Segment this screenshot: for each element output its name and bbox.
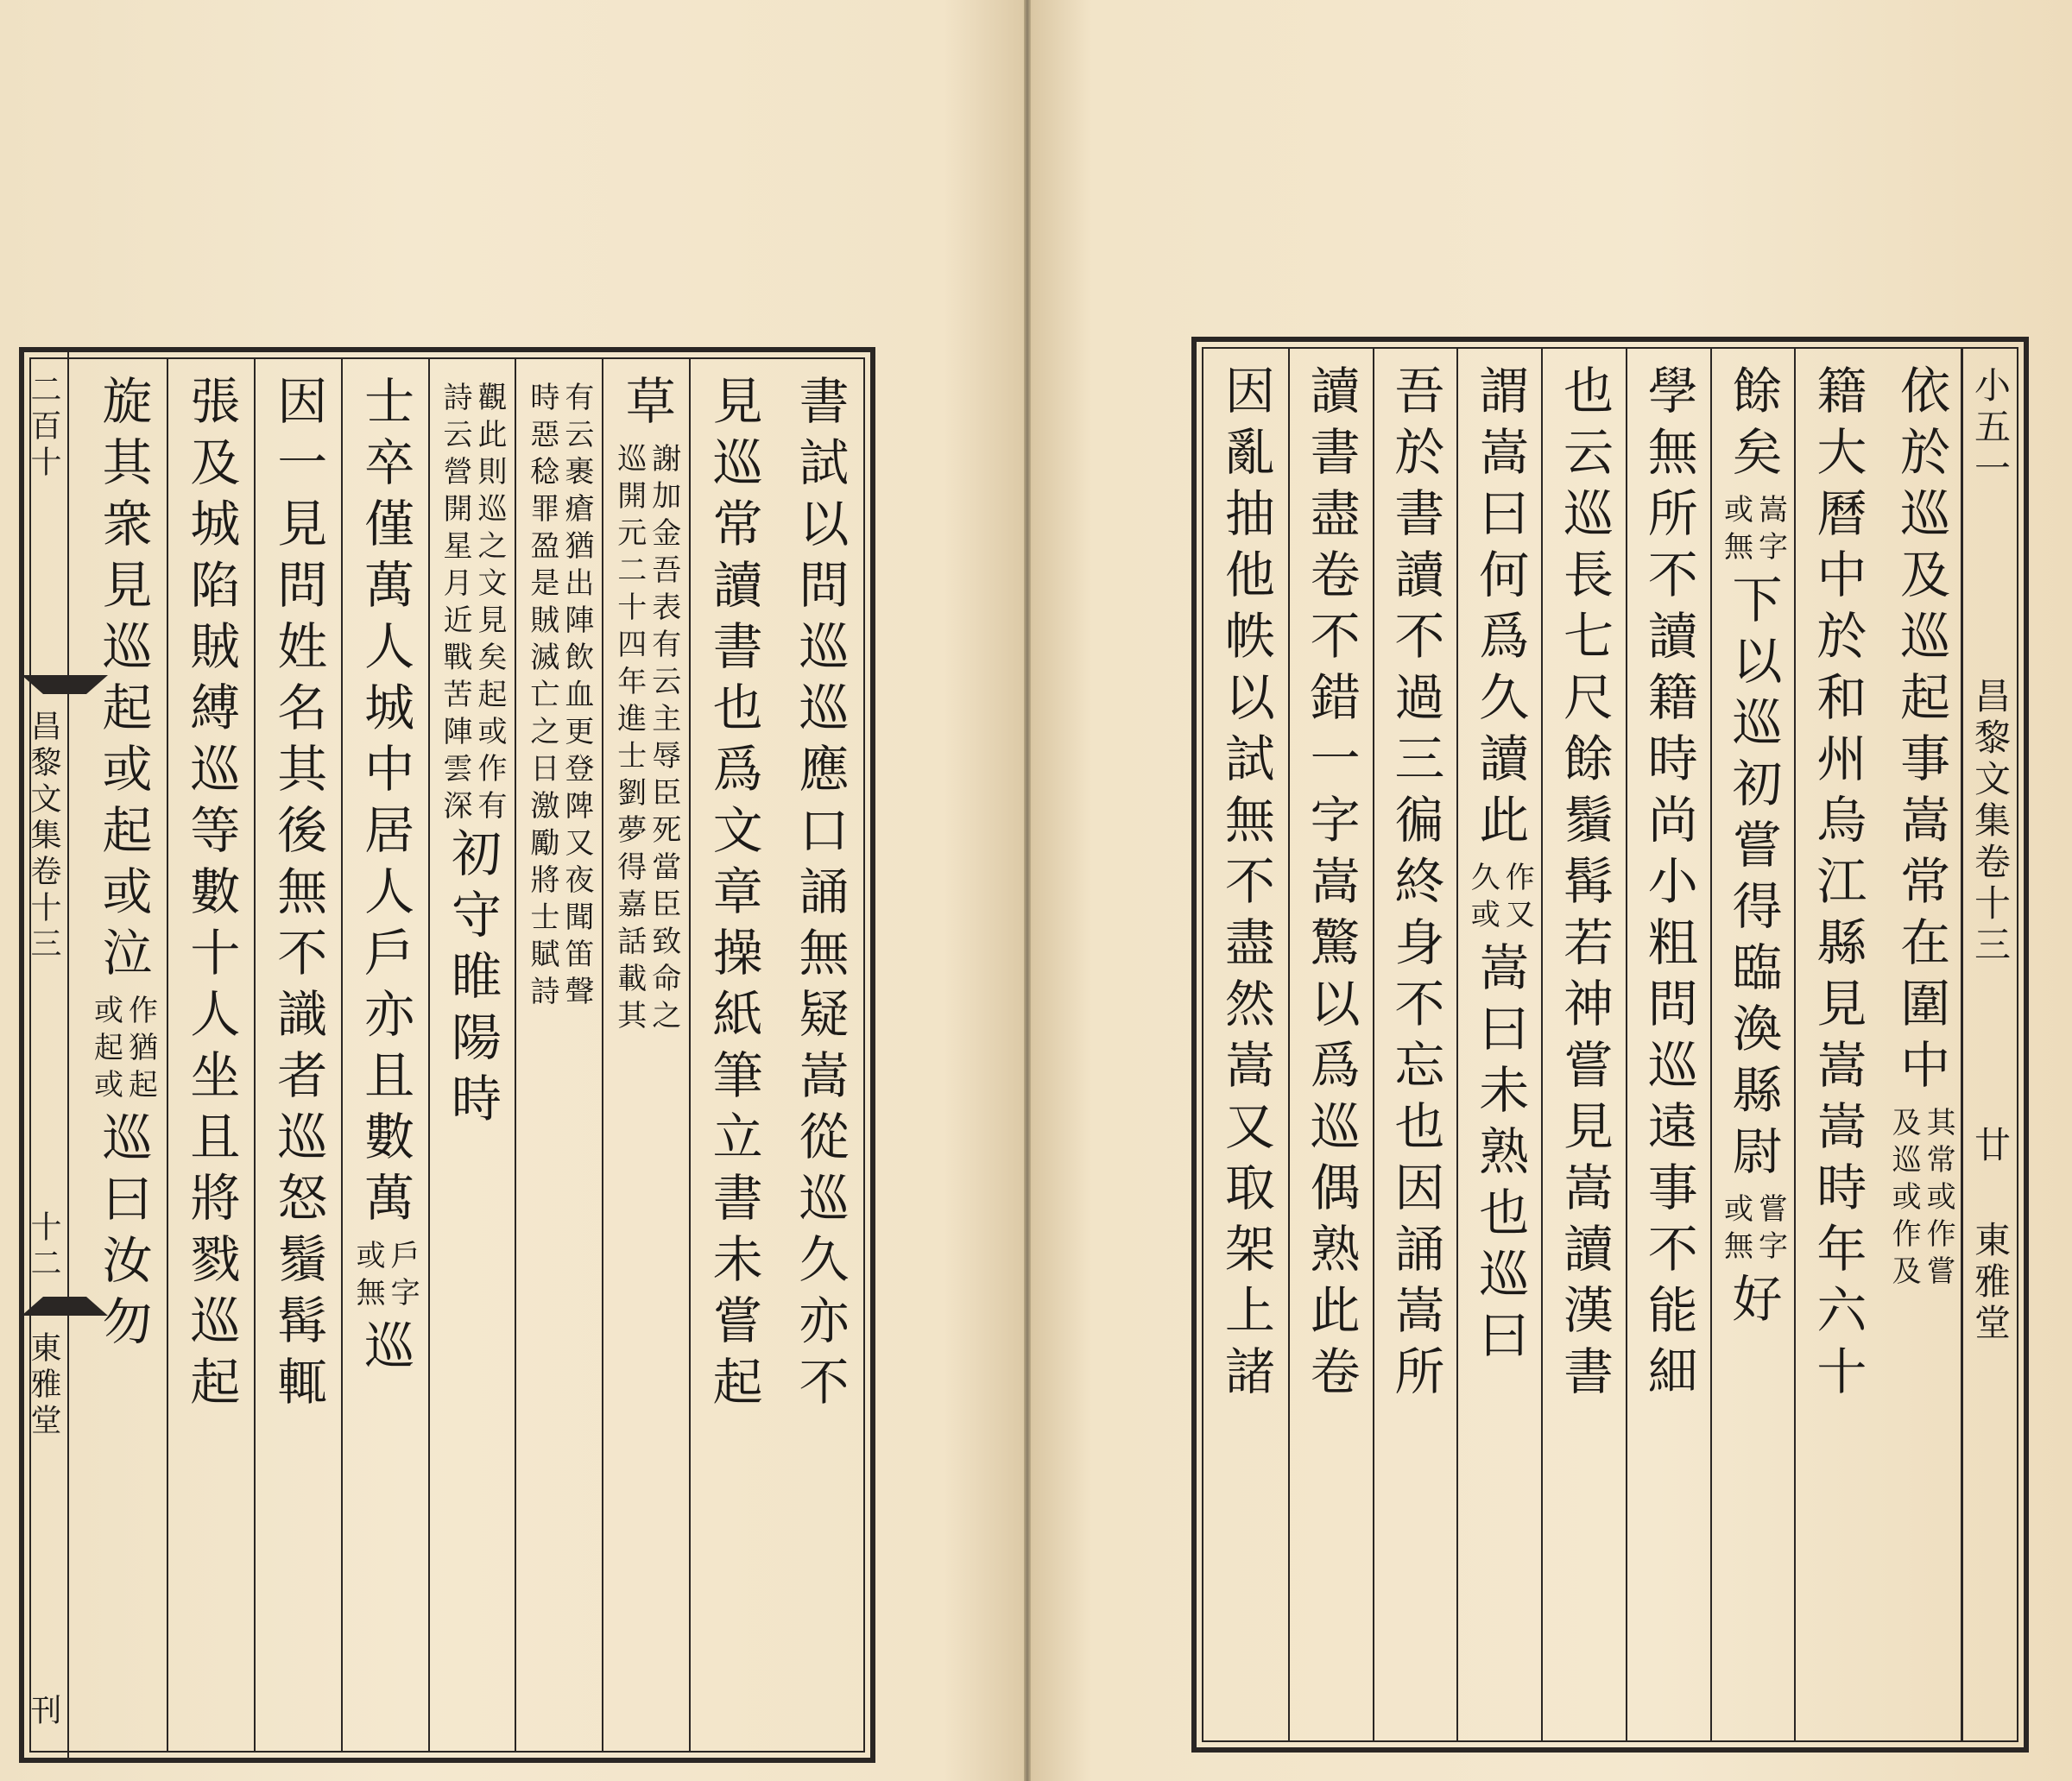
annotation-line: 戶字 [385,1240,420,1314]
left-page-column [776,359,863,1751]
annotation-line: 謝加金吾表有云主辱臣死當臣致命之 [646,443,681,1037]
annotation-block [1465,862,1535,936]
main-text: 張及城陷賊縛巡等數十人坐且將戮巡起 [181,375,241,1417]
left-page-column [167,359,254,1751]
main-text: 巡 [356,1319,415,1380]
left-text-frame [19,347,875,1763]
right-page-column [1626,349,1710,1740]
right-fold-leaf: 廿 [1969,1126,2012,1167]
right-page-column [1879,349,1963,1740]
right-page-column [1288,349,1373,1740]
left-page-column [254,359,341,1751]
left-page-column [341,359,428,1751]
main-text: 也云巡長七尺餘鬚髯若神嘗見嵩讀漢書 [1554,364,1614,1406]
annotation-block [611,443,681,1037]
annotation-line: 或無 [1718,1193,1753,1267]
annotation-line: 及巡或作及 [1886,1107,1922,1292]
right-page-column [1541,349,1626,1740]
annotation-block [437,382,507,827]
right-fold-book-title: 昌黎文集卷十三 [1969,677,2012,967]
main-text: 因亂抽他帙以試無不盡然嵩又取架上諸 [1216,364,1275,1406]
main-text: 士卒僅萬人城中居人戶亦且數萬 [356,375,415,1233]
annotation-line: 有云裹瘡猶出陣飲血更登陴又夜聞笛聲 [559,382,594,1013]
annotation-line: 時惡稔罪盈是賊滅亡之日激勵將士賦詩 [524,382,559,1013]
annotation-block [1718,494,1788,568]
annotation-line: 嵩字 [1753,494,1788,568]
main-text: 草 [616,375,676,436]
main-text: 讀書盡卷不錯一字嵩驚以爲巡偶熟此卷 [1301,364,1361,1406]
main-text: 謂嵩曰何爲久讀此 [1470,364,1530,855]
left-fold-tail: 刊 [26,1694,61,1730]
left-fold-book-title: 昌黎文集卷十三 [26,710,61,963]
annotation-line: 詩云營開星月近戰苦陣雲深 [437,382,472,827]
left-page-column [428,359,515,1751]
main-text: 因一見問姓名其後無不識者巡怒鬚髯輒 [268,375,328,1417]
right-fold-page-number: 小五一 [1969,366,2012,490]
main-text: 下以巡初嘗得臨渙縣尉 [1723,573,1783,1186]
main-text: 吾於書讀不過三徧終身不忘也因誦嵩所 [1386,364,1445,1406]
annotation-block [88,995,158,1106]
left-page-column [602,359,689,1751]
main-text: 餘矣 [1723,364,1783,487]
right-page-column [1203,349,1288,1740]
main-text: 學無所不讀籍時尚小粗問巡遠事不能細 [1639,364,1698,1406]
main-text: 好 [1723,1273,1783,1334]
main-text: 籍大曆中於和州烏江縣見嵩嵩時年六十 [1808,364,1867,1406]
left-text-frame-inner [26,357,865,1753]
right-fold-strip [1961,349,2017,1740]
left-fold-publisher: 東雅堂 [26,1331,61,1440]
left-fold-leaf: 十二 [26,1210,61,1283]
main-text: 依於巡及巡起事嵩常在圍中 [1892,364,1951,1100]
annotation-line: 巡開元二十四年進士劉夢得嘉話載其 [611,443,647,1037]
annotation-line: 或無 [1718,494,1753,568]
annotation-line: 作又 [1500,862,1535,936]
annotation-line: 觀此則巡之文見矣起或作有 [471,382,507,827]
right-text-frame [1191,337,2029,1753]
annotation-block [1886,1107,1956,1292]
right-page-column [1794,349,1879,1740]
annotation-block [1718,1193,1788,1267]
annotation-line: 作猶起 [123,995,158,1106]
right-page-column [1373,349,1457,1740]
main-text: 旋其衆見巡起或起或泣 [93,375,153,988]
main-text: 巡曰汝勿 [93,1111,153,1356]
left-page-column [79,359,167,1751]
left-columns [79,359,863,1751]
right-text-frame-inner [1202,347,2018,1742]
left-page-column [515,359,602,1751]
annotation-line: 或起或 [88,995,123,1106]
right-columns [1203,349,1963,1740]
book-gutter [1024,0,1031,1781]
left-page-column [689,359,776,1751]
right-page-column [1710,349,1795,1740]
annotation-line: 久或 [1465,862,1500,936]
right-page-column [1456,349,1541,1740]
right-fold-publisher: 東雅堂 [1969,1221,2012,1345]
main-text: 嵩曰未熟也巡曰 [1470,941,1530,1370]
annotation-line: 或無 [351,1240,386,1314]
annotation-block [524,382,594,1013]
annotation-line: 其常或作嘗 [1921,1107,1956,1292]
main-text: 初守睢陽時 [442,827,502,1134]
main-text: 見巡常讀書也爲文章操紙筆立書未嘗起 [704,375,763,1417]
annotation-line: 嘗字 [1753,1193,1788,1267]
left-fold-page-number: 二百十 [26,373,61,482]
main-text: 書試以問巡巡應口誦無疑嵩從巡久亦不 [790,375,850,1417]
annotation-block [351,1240,420,1314]
